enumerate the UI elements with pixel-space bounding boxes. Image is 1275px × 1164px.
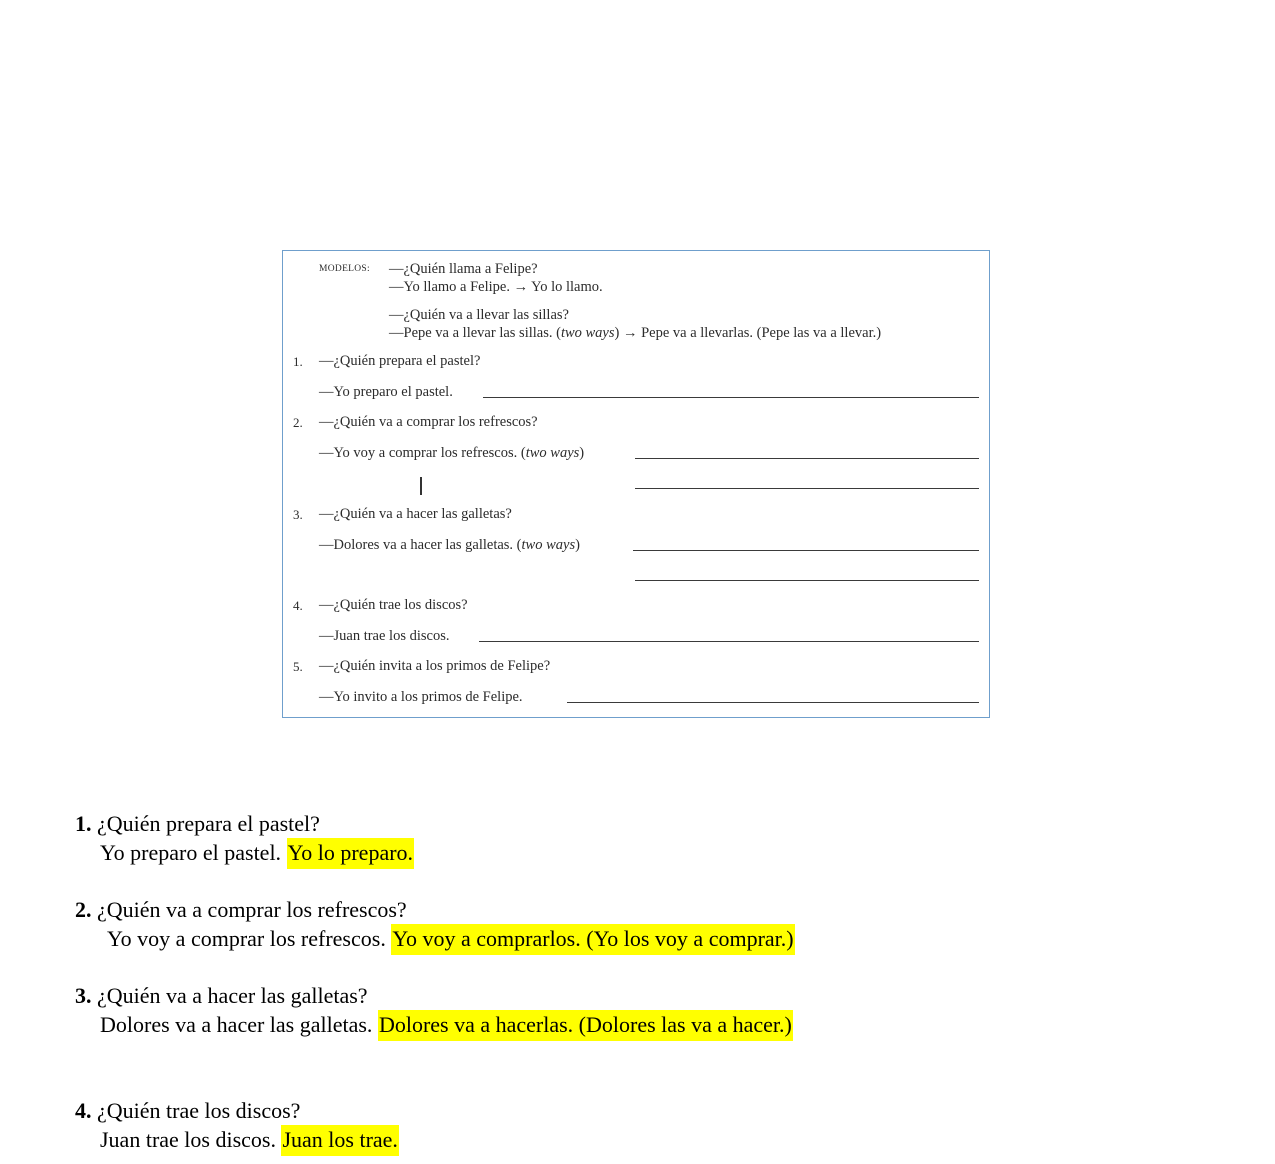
item-1-question: —¿Quién prepara el pastel? <box>319 353 481 369</box>
model2-question: —¿Quién va a llevar las sillas? <box>389 307 569 323</box>
item-3-statement: —Dolores va a hacer las galletas. (two ways) <box>319 537 580 553</box>
item-number: 2. <box>293 415 303 430</box>
answer-3-highlight: Dolores va a hacerlas. (Dolores las va a hacer.) <box>378 1010 793 1041</box>
item-3-question: —¿Quién va a hacer las galletas? <box>319 506 512 522</box>
answer-4-question: 4. ¿Quién trae los discos? <box>75 1098 301 1123</box>
answer-1-line <box>100 842 414 864</box>
item-number: 3. <box>293 507 303 522</box>
answer-2-line <box>107 928 795 950</box>
answer-3-statement: Dolores va a hacer las galletas. <box>100 1012 373 1037</box>
answer-4-statement: Juan trae los discos. <box>100 1127 276 1152</box>
answer-2-question: 2. ¿Quién va a comprar los refrescos? <box>75 897 407 922</box>
model1-answer: —Yo llamo a Felipe. → Yo lo llamo. <box>389 279 603 295</box>
model2-answer: —Pepe va a llevar las sillas. (two ways) → Pepe va a llevarlas. (Pepe las va a llevar.) <box>389 325 882 341</box>
item-1-statement: —Yo preparo el pastel. <box>319 384 453 400</box>
answer-1-statement: Yo preparo el pastel. <box>100 840 282 865</box>
item-2-question: —¿Quién va a comprar los refrescos? <box>319 414 538 430</box>
answer-3-question: 3. ¿Quién va a hacer las galletas? <box>75 983 368 1008</box>
answer-2-statement: Yo voy a comprar los refrescos. <box>107 926 386 951</box>
item-4-question: —¿Quién trae los discos? <box>319 597 468 613</box>
item-5-statement: —Yo invito a los primos de Felipe. <box>319 689 523 705</box>
answer-4-line <box>100 1129 399 1151</box>
modelos-label: MODELOS: <box>319 264 370 274</box>
item-2-statement: —Yo voy a comprar los refrescos. (two ways) <box>319 445 585 461</box>
answer-1-highlight: Yo lo preparo. <box>287 838 414 869</box>
item-4-statement: —Juan trae los discos. <box>319 628 450 644</box>
answer-4-highlight: Juan los trae. <box>281 1125 398 1156</box>
item-number: 4. <box>293 598 303 613</box>
item-number: 5. <box>293 659 303 674</box>
item-number: 1. <box>293 354 303 369</box>
item-5-question: —¿Quién invita a los primos de Felipe? <box>319 658 551 674</box>
model1-question: —¿Quién llama a Felipe? <box>389 261 538 277</box>
answer-3-line <box>100 1014 793 1036</box>
answer-1-question: 1. ¿Quién prepara el pastel? <box>75 811 320 836</box>
answer-2-highlight: Yo voy a comprarlos. (Yo los voy a comprar.) <box>391 924 794 955</box>
